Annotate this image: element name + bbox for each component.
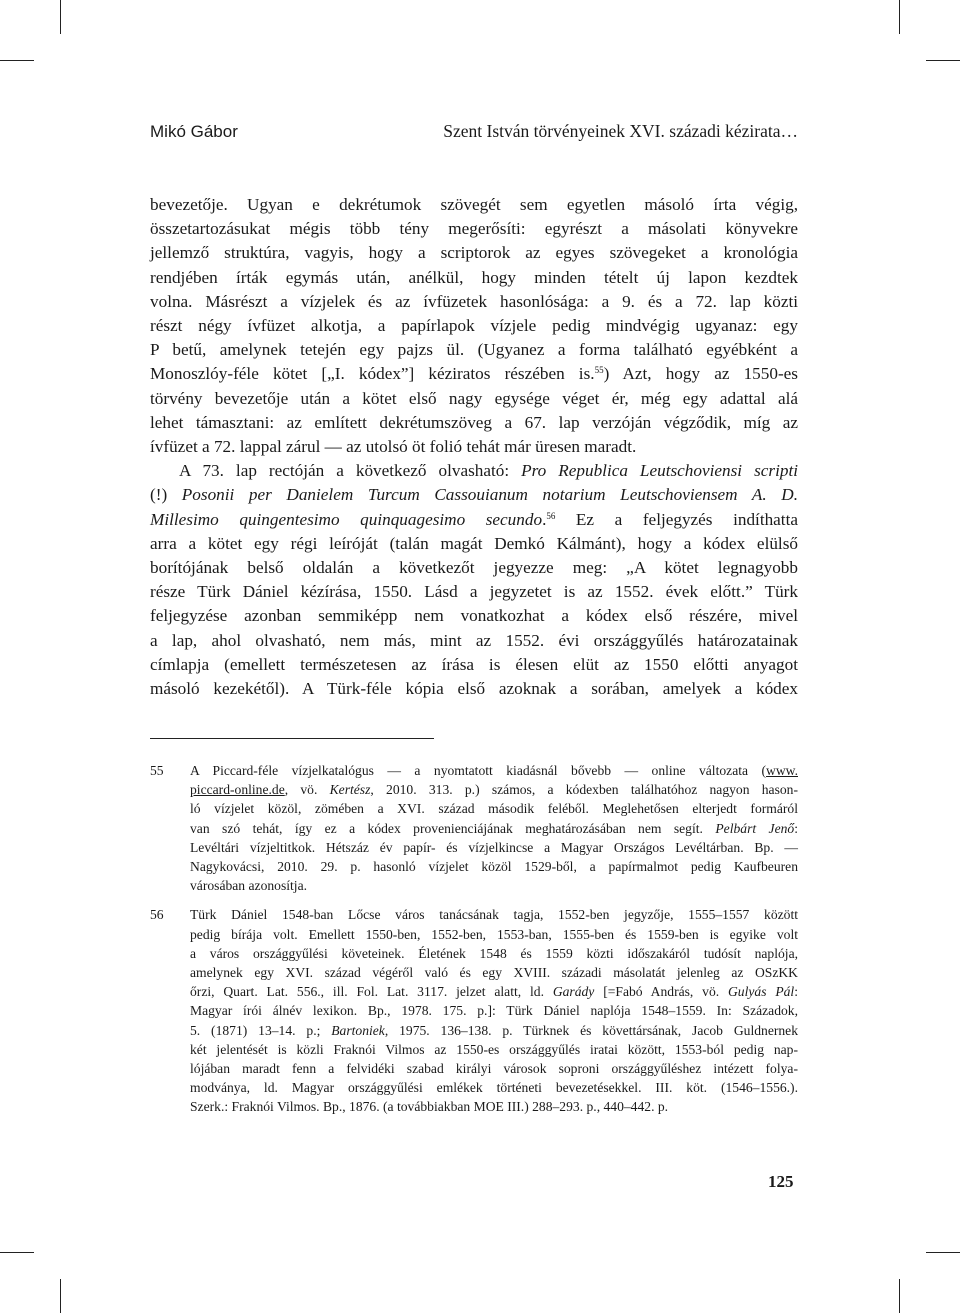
footnote-55 — [150, 761, 798, 895]
text-span: , vö. — [284, 782, 330, 798]
footnote-number: 56 — [150, 907, 164, 923]
running-header — [150, 121, 798, 142]
text-span: Ez a feljegyzés indíthatta — [555, 509, 798, 529]
crop-mark — [60, 0, 61, 34]
text-line — [190, 761, 798, 780]
text-span: Monoszlóy-féle kötet [„I. kódex”] kéziratos részében is. — [150, 364, 595, 384]
text-line: modványa, ld. Magyar országgyűlési emlékek történeti bevezetésekkel. III. köt. (1546–1556.). — [190, 1080, 798, 1096]
text-span: (!) — [150, 485, 182, 505]
text-line: borítójának belső oldalán a következőt jegyezze meg: „A kötet legnagyobb — [150, 558, 798, 578]
text-line: P betű, amelynek tetején egy pajzs ül. (Ugyanez a forma található egyébként a — [150, 340, 798, 360]
footnote-56 — [150, 905, 798, 1116]
text-line: arra a kötet egy régi leíróját (talán magát Demkó Kálmánt), hogy a kódex elülső — [150, 533, 798, 553]
footnote-ref-56[interactable]: 56 — [546, 510, 556, 521]
crop-mark — [0, 1252, 34, 1253]
text-line — [150, 459, 798, 483]
text-span: : — [794, 984, 798, 1000]
text-line: másoló kezekétől). A Türk-féle kópia első azoknak a sorában, amelyek a kódex — [150, 679, 798, 699]
text-line: ló vízjelet közöl, zömében a XVI. század második feléből. Meglehetősen elterjedt formáról — [190, 801, 798, 817]
crop-mark — [899, 1279, 900, 1313]
paragraph-2 — [150, 459, 798, 701]
text-line: címlapja (emellett természetesen az írása is élesen elüt az 1550 előtti anyagot — [150, 654, 798, 674]
text-line: rendjében írták egymás után, anélkül, hogy minden tételt új lapon kezdtek — [150, 267, 798, 287]
footnote-text — [190, 905, 798, 1116]
footnote-number: 55 — [150, 763, 164, 778]
header-author: Mikó Gábor — [150, 122, 238, 141]
text-line: Türk Dániel 1548-ban Lőcse város tanácsának tagja, 1552-ben jegyzője, 1555–1557 között — [190, 907, 798, 923]
latin-quote: Pro Republica Leutschoviensi scripti — [521, 461, 798, 481]
author-ref: Kertész — [329, 782, 371, 798]
text-line — [190, 982, 798, 1001]
text-line: lehet támasztani: az említett dekrétumszöveg a 67. lap verzóján végződik, míg az — [150, 412, 798, 432]
text-line: amelynek egy XVI. század végéről való és egy XVIII. századi másolatát jelenleg az OSzKK — [190, 965, 798, 981]
text-line — [190, 780, 798, 799]
crop-mark — [60, 1279, 61, 1313]
text-line: városában azonosítja. — [190, 878, 308, 894]
crop-mark — [0, 60, 34, 61]
crop-mark — [899, 0, 900, 34]
paragraph-1 — [150, 193, 798, 459]
footnotes — [150, 761, 798, 1127]
author-ref: Gulyás Pál — [727, 984, 795, 1000]
text-line: ívfüzet a 72. lappal zárul — az utolsó öt folió tehát már üresen maradt. — [150, 437, 637, 457]
text-span: , 2010. 313. p.) számos, a kódexben találhatóhoz nagyon hason- — [370, 782, 799, 798]
main-text — [150, 193, 798, 701]
text-span: : — [794, 820, 798, 836]
text-line: két jelentését is közli Fraknói Vilmos az 1550-es országgyűlés iratai között, 1553-ból pedig nap- — [190, 1041, 798, 1057]
text-line: összetartozásukat mégis több tény megerősíti: egyrészt a másolati könyvekre — [150, 219, 798, 239]
footnote-separator — [150, 738, 434, 739]
latin-quote: Posonii per Danielem Turcum Cassouianum notarium Leutschoviensem A. D. — [181, 485, 798, 505]
text-line: bevezetője. Ugyan e dekrétumok szövegét sem egyetlen másoló írta végig, — [150, 195, 798, 214]
text-line: része Türk Dániel kézírása, 1550. Lásd a jegyzetet is az 1552. évek előtt.” Türk — [150, 582, 798, 602]
latin-quote: Millesimo quingentesimo quinquagesimo secundo — [150, 509, 543, 529]
text-line: lójában maradt fenn a felvidéki szabad királyi városok soproni országgyűléshez intézett folya- — [190, 1061, 798, 1077]
text-span: , 1975. 136–138. p. Türknek és követtársának, Jacob Guldnernek — [384, 1022, 799, 1038]
text-line: részt négy ívfüzet alkotja, a papírlapok vízjele pedig mindvégig ugyanaz: egy — [150, 316, 798, 336]
author-ref: Bartoniek — [331, 1022, 385, 1038]
text-span: van szó tehát, így ez a kódex provenienciájának meghatározásában nem segít. — [190, 820, 716, 836]
text-line: Levéltári vízjeltitkok. Hétszáz év papír- és vízjelkincse a Magyar Országos Levéltárban. Bp. — — [190, 839, 798, 855]
text-span: A 73. lap rectóján a következő olvasható: — [179, 461, 522, 481]
text-line: törvény bevezetője után a kötet első nagy egysége véget ér, még egy adattal alá — [150, 388, 798, 408]
footnote-ref-55[interactable]: 55 — [594, 365, 604, 376]
text-span: . — [542, 509, 547, 529]
text-line: feljegyzése azonban semmiképp nem vonatkozhat a kódex első részére, mivel — [150, 606, 798, 626]
text-span: A Piccard-féle vízjelkatalógus — a nyomtatott kiadásnál bővebb — online változata ( — [190, 763, 767, 778]
text-line: pedig bírája volt. Emellett 1550-ben, 1552-ben, 1553-ban, 1555-ben és 1559-ben is egyike volt — [190, 926, 798, 942]
text-line: Magyar írói álnév lexikon. Bp., 1978. 175. p.]: Türk Dániel naplója 1548–1559. In: Századok, — [190, 1003, 798, 1019]
author-ref: Pelbárt Jenő — [715, 820, 795, 836]
text-line: jellemző struktúra, vagyis, hogy a scriptorok az egyes szövegeket a kronológia — [150, 243, 798, 263]
text-line — [150, 362, 798, 386]
text-line: volna. Másrészt a vízjelek és az ívfüzetek hasonlósága: a 9. és a 72. lap közti — [150, 291, 798, 311]
text-line: a város országgyűlési követeinek. Életének 1548 és 1559 közti időszakáról tudósít naplója, — [190, 945, 798, 961]
crop-mark — [926, 1252, 960, 1253]
text-span: őrzi, Quart. Lat. 556., ill. Fol. Lat. 3117. jelzet alatt, ld. — [190, 984, 553, 1000]
page-number: 125 — [768, 1172, 794, 1191]
footnote-text — [190, 761, 798, 895]
piccard-link[interactable]: piccard-online.de — [190, 782, 285, 798]
text-line — [150, 483, 798, 507]
text-span: ) Azt, hogy az 1550-es — [603, 364, 798, 384]
text-line — [150, 508, 798, 532]
text-line: a lap, ahol olvasható, nem más, mint az 1552. évi országgyűlés határozatainak — [150, 630, 798, 650]
text-line: Szerk.: Fraknói Vilmos. Bp., 1876. (a továbbiakban MOE III.) 288–293. p., 440–442. p. — [190, 1099, 669, 1115]
text-line: Nagykovácsi, 2010. 29. p. hasonló vízjelet közöl 1529-ből, a papírmalmot pedig Kaufbeuren — [190, 859, 798, 875]
text-span: [=Fabó András, vö. — [594, 984, 728, 1000]
text-span: 5. (1871) 13–14. p.; — [190, 1022, 332, 1038]
piccard-link[interactable]: www. — [766, 763, 798, 778]
header-running-title: Szent István törvényeinek XVI. századi kézirata… — [443, 121, 798, 141]
text-line — [190, 1021, 798, 1040]
crop-mark — [926, 60, 960, 61]
author-ref: Garády — [552, 984, 595, 1000]
text-line — [190, 819, 798, 838]
